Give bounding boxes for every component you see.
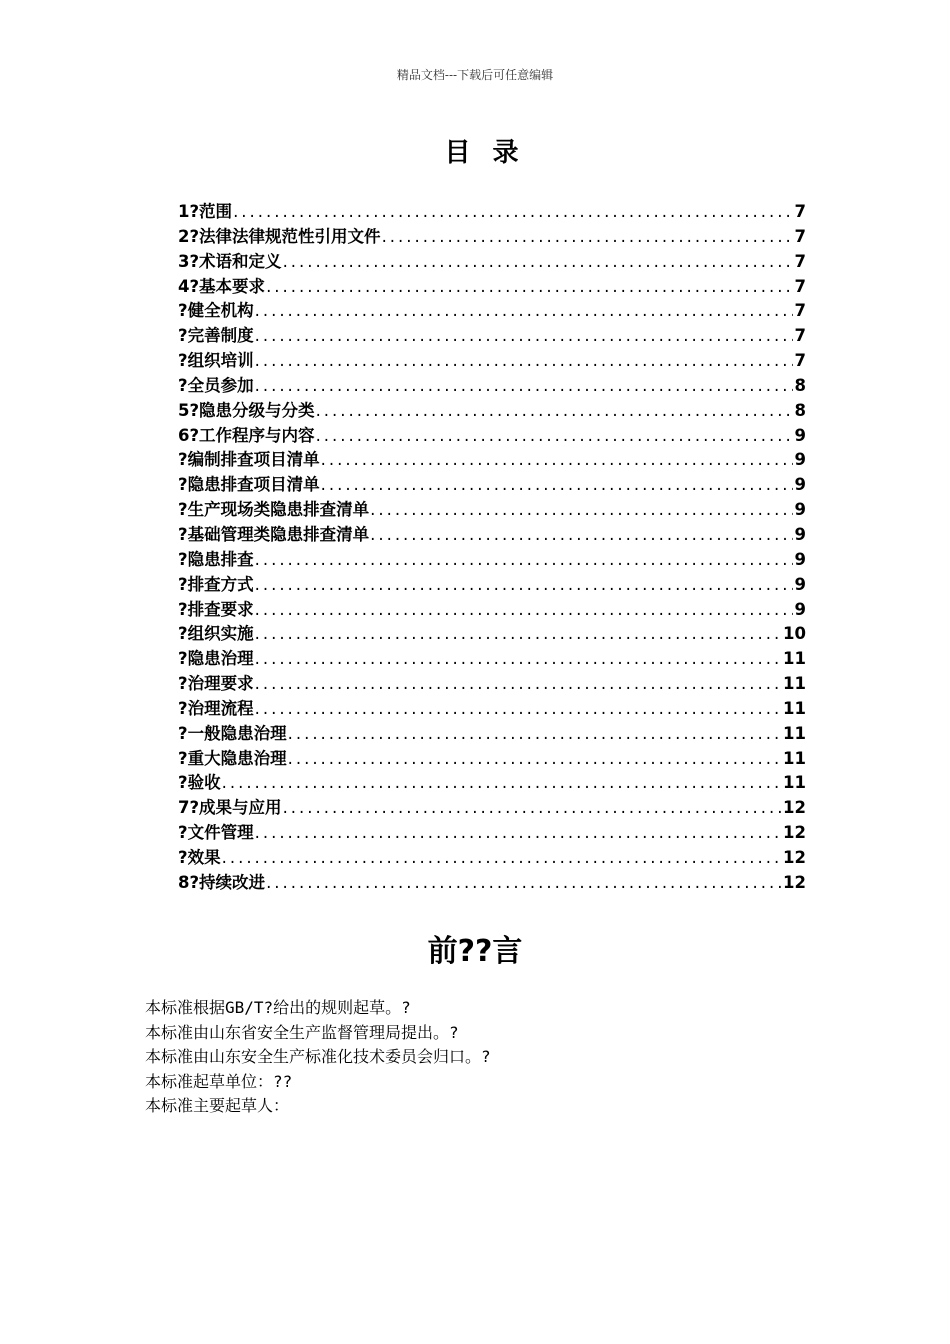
toc-entry-page: 12 bbox=[783, 872, 806, 892]
table-of-contents bbox=[178, 200, 806, 896]
toc-entry-page: 7 bbox=[794, 301, 806, 321]
toc-leader-dots bbox=[255, 299, 793, 324]
toc-entry-label: ?全员参加 bbox=[178, 375, 254, 395]
toc-entry[interactable] bbox=[178, 448, 806, 473]
toc-entry-page: 9 bbox=[794, 450, 806, 470]
toc-entry-page: 9 bbox=[794, 524, 806, 544]
toc-entry[interactable] bbox=[178, 399, 806, 424]
toc-leader-dots bbox=[233, 200, 792, 225]
preface-body bbox=[145, 996, 491, 1119]
toc-entry-label: 8?持续改进 bbox=[178, 872, 266, 892]
toc-entry-page: 9 bbox=[794, 500, 806, 520]
toc-leader-dots bbox=[255, 374, 793, 399]
preface-line: 本标准主要起草人： bbox=[145, 1096, 290, 1115]
toc-leader-dots bbox=[255, 548, 793, 573]
toc-entry-page: 9 bbox=[794, 599, 806, 619]
toc-leader-dots bbox=[255, 622, 781, 647]
toc-entry-label: ?生产现场类隐患排查清单 bbox=[178, 500, 370, 520]
toc-entry[interactable] bbox=[178, 622, 806, 647]
toc-entry-label: 2?法律法律规范性引用文件 bbox=[178, 226, 381, 246]
toc-entry[interactable] bbox=[178, 424, 806, 449]
toc-entry-page: 7 bbox=[794, 276, 806, 296]
toc-leader-dots bbox=[316, 424, 793, 449]
toc-entry-page: 12 bbox=[783, 798, 806, 818]
toc-leader-dots bbox=[288, 747, 781, 772]
toc-entry[interactable] bbox=[178, 225, 806, 250]
toc-entry-page: 7 bbox=[794, 251, 806, 271]
toc-entry[interactable] bbox=[178, 821, 806, 846]
toc-leader-dots bbox=[321, 473, 793, 498]
preface-line: 本标准由山东安全生产标准化技术委员会归口。? bbox=[145, 1047, 491, 1066]
preface-line: 本标准起草单位：?? bbox=[145, 1071, 293, 1091]
toc-entry-page: 8 bbox=[794, 400, 806, 420]
toc-entry[interactable] bbox=[178, 771, 806, 796]
toc-leader-dots bbox=[255, 697, 781, 722]
page-header: 精品文档---下载后可任意编辑 bbox=[396, 68, 554, 82]
toc-entry-label: ?治理要求 bbox=[178, 674, 254, 694]
toc-entry-page: 8 bbox=[794, 375, 806, 395]
toc-entry-page: 11 bbox=[783, 698, 806, 718]
toc-leader-dots bbox=[255, 821, 781, 846]
toc-entry-page: 9 bbox=[794, 549, 806, 569]
toc-entry[interactable] bbox=[178, 598, 806, 623]
toc-entry-label: ?完善制度 bbox=[178, 326, 254, 346]
toc-leader-dots bbox=[321, 448, 793, 473]
toc-entry-page: 9 bbox=[794, 475, 806, 495]
toc-entry[interactable] bbox=[178, 349, 806, 374]
preface-line: 本标准根据GB/T?给出的规则起草。? bbox=[145, 998, 411, 1017]
toc-leader-dots bbox=[255, 349, 793, 374]
toc-entry[interactable] bbox=[178, 473, 806, 498]
toc-entry[interactable] bbox=[178, 697, 806, 722]
preface-line: 本标准由山东省安全生产监督管理局提出。? bbox=[145, 1022, 459, 1042]
toc-entry-page: 7 bbox=[794, 202, 806, 221]
toc-entry[interactable] bbox=[178, 498, 806, 523]
toc-entry-label: 7?成果与应用 bbox=[178, 798, 282, 818]
toc-title: 目录 bbox=[444, 138, 541, 168]
toc-entry-label: ?编制排查项目清单 bbox=[178, 450, 320, 470]
toc-entry-page: 12 bbox=[783, 847, 806, 867]
toc-entry-label: ?重大隐患治理 bbox=[178, 748, 287, 768]
toc-entry-label: ?隐患排查 bbox=[178, 549, 254, 569]
toc-leader-dots bbox=[255, 573, 793, 598]
toc-entry[interactable] bbox=[178, 374, 806, 399]
toc-entry-page: 10 bbox=[783, 624, 806, 644]
toc-leader-dots bbox=[382, 225, 793, 250]
toc-entry-page: 12 bbox=[783, 823, 806, 843]
toc-entry-page: 11 bbox=[783, 649, 806, 669]
toc-leader-dots bbox=[283, 250, 793, 275]
toc-entry[interactable] bbox=[178, 200, 806, 225]
toc-entry-label: ?一般隐患治理 bbox=[178, 723, 287, 743]
toc-entry-label: ?隐患治理 bbox=[178, 649, 254, 669]
toc-entry[interactable] bbox=[178, 747, 806, 772]
toc-entry-label: ?文件管理 bbox=[178, 823, 254, 843]
toc-leader-dots bbox=[255, 324, 793, 349]
toc-leader-dots bbox=[283, 796, 781, 821]
toc-leader-dots bbox=[255, 672, 781, 697]
toc-entry-page: 11 bbox=[783, 773, 806, 793]
toc-entry[interactable] bbox=[178, 672, 806, 697]
toc-leader-dots bbox=[316, 399, 793, 424]
toc-entry-label: 3?术语和定义 bbox=[178, 251, 282, 271]
toc-leader-dots bbox=[266, 275, 792, 300]
toc-entry-label: ?验收 bbox=[178, 773, 221, 793]
toc-entry-label: 4?基本要求 bbox=[178, 276, 266, 296]
toc-entry-page: 11 bbox=[783, 723, 806, 743]
toc-entry[interactable] bbox=[178, 299, 806, 324]
toc-entry-page: 11 bbox=[783, 748, 806, 768]
toc-leader-dots bbox=[255, 598, 793, 623]
toc-leader-dots bbox=[370, 498, 792, 523]
toc-entry-label: ?治理流程 bbox=[178, 698, 254, 718]
toc-entry-page: 7 bbox=[794, 351, 806, 371]
toc-entry[interactable] bbox=[178, 548, 806, 573]
toc-entry[interactable] bbox=[178, 722, 806, 747]
preface-title: 前??言 bbox=[427, 934, 523, 969]
toc-entry-page: 7 bbox=[794, 226, 806, 246]
toc-entry[interactable] bbox=[178, 250, 806, 275]
toc-entry-page: 9 bbox=[794, 574, 806, 594]
toc-entry[interactable] bbox=[178, 796, 806, 821]
toc-entry-label: ?排查方式 bbox=[178, 574, 254, 594]
toc-leader-dots bbox=[288, 722, 781, 747]
toc-entry-label: ?排查要求 bbox=[178, 599, 254, 619]
toc-entry[interactable] bbox=[178, 647, 806, 672]
toc-entry-label: ?组织实施 bbox=[178, 624, 254, 644]
toc-entry[interactable] bbox=[178, 573, 806, 598]
toc-entry-page: 9 bbox=[794, 425, 806, 445]
toc-entry[interactable] bbox=[178, 523, 806, 548]
toc-entry[interactable] bbox=[178, 871, 806, 896]
toc-leader-dots bbox=[370, 523, 792, 548]
toc-leader-dots bbox=[255, 647, 781, 672]
toc-entry-label: 5?隐患分级与分类 bbox=[178, 400, 315, 420]
toc-leader-dots bbox=[266, 871, 781, 896]
toc-entry-label: ?基础管理类隐患排查清单 bbox=[178, 524, 370, 544]
toc-entry[interactable] bbox=[178, 324, 806, 349]
toc-leader-dots bbox=[222, 771, 781, 796]
toc-entry-label: ?健全机构 bbox=[178, 301, 254, 321]
toc-entry-label: ?效果 bbox=[178, 847, 221, 867]
toc-entry-label: ?隐患排查项目清单 bbox=[178, 475, 320, 495]
toc-leader-dots bbox=[222, 846, 781, 871]
toc-entry-label: ?组织培训 bbox=[178, 351, 254, 371]
toc-entry-label: 6?工作程序与内容 bbox=[178, 425, 315, 445]
toc-entry[interactable] bbox=[178, 275, 806, 300]
toc-entry-page: 7 bbox=[794, 326, 806, 346]
toc-entry-label: 1?范围 bbox=[178, 202, 233, 221]
toc-entry-page: 11 bbox=[783, 674, 806, 694]
toc-entry[interactable] bbox=[178, 846, 806, 871]
